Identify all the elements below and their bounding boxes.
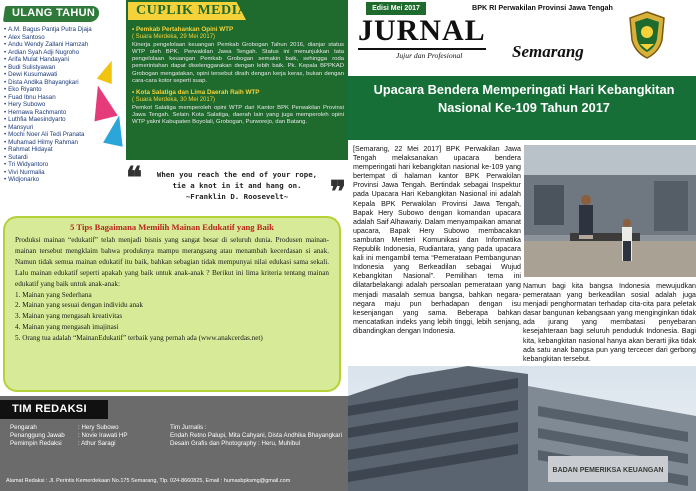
birthday-name: • Andu Wendy Zallani Hamzah bbox=[4, 41, 89, 48]
birthday-name: • A.M. Bagus Pantja Putra Djaja bbox=[4, 26, 92, 33]
cuplik-item-headline: • Kota Salatiga dan Lima Daerah Raih WTP bbox=[132, 89, 260, 97]
headline-banner bbox=[346, 76, 696, 140]
article-text: Namun bagi kita bangsa Indonesia mewujudkan pemerataan yang berkeadilan sosial adalah juga menjadi penghormatan terhadap cita-cita para peletak dasar bangunan kebangsaan yang menginginkan tidak ada jurang yang membatasi penyebaran kesejahteraan bagi seluruh penduduk Indonesia. Bagi kita, kebangkitan nasional hanya akan berarti jika tidak ada satu anak bangsa pun yang tercecer dari gerbong kebangkitan tersebut. bbox=[523, 282, 696, 363]
birthday-name: • Hernawa Rachmanto bbox=[4, 108, 67, 116]
birthday-name: • Arifa Mulat Handayani bbox=[4, 56, 70, 63]
birthday-name: • Eko Riyanto bbox=[4, 86, 42, 93]
birthday-name: • Fuad Ibnu Hasan bbox=[4, 93, 56, 101]
birthday-title: ULANG TAHUN bbox=[12, 7, 96, 19]
birthday-name: • Dewi Kusumawati bbox=[4, 71, 58, 78]
birthday-section bbox=[0, 0, 122, 212]
cuplik-media-section bbox=[126, 0, 348, 160]
tips-item: 4. Mainan yang mengasah imajinasi bbox=[15, 323, 119, 332]
party-hats-icon bbox=[90, 60, 130, 155]
organization-name: BPK RI Perwakilan Provinsi Jawa Tengah bbox=[472, 3, 613, 12]
article-column-2 bbox=[523, 282, 696, 364]
cuplik-item bbox=[132, 26, 344, 85]
tips-item: 1. Mainan yang Sederhana bbox=[15, 290, 92, 299]
birthday-name: • Ardian Syah Adji Nugroho bbox=[4, 48, 80, 56]
tips-box bbox=[3, 216, 341, 392]
birthday-name: • Sutardi bbox=[4, 153, 28, 161]
tips-item: 3. Mainan yang mengasah kreativitas bbox=[15, 312, 123, 321]
tips-title: 5 Tips Bagaimana Memilih Mainan Edukatif yang Baik bbox=[70, 222, 274, 232]
birthday-list bbox=[4, 26, 92, 184]
ceremony-photo bbox=[524, 145, 696, 277]
birthday-name: • Mochi Noer Ali Tedi Pranata bbox=[4, 131, 85, 138]
article-text: [Semarang, 22 Mei 2017] BPK Perwakilan Jawa Tengah melaksanakan upacara bendera memperingati hari kebangkitan nasional ke-109 yang bertempat di halaman kantor BPK Perwakilan Provinsi Jawa Tengah. Bertindak sebagai Inspektur pada Upacara Hari Kebangkitan Nasional ini adalah Kepala BPK Perwakilan Provinsi Jawa Tengah, Bapak Hery Subowo dengan komandan upacara adalah Saif Alhawariy. Dalam menyampaikan amanat upacara, Bapak Hery Subowo membacakan sambutan Menteri Komunikasi dan Informatika Republik Indonesia, Rudiantara, yang pada upacara kali ini mengambil tema “Pemerataan Pembangunan Indonesia yang Berkeadilan sebagai Wujud Kebangkitan Nasional”. Pemilihan tema ini dilatarbelakangi adalah persoalan pemerataan yang menjadi masalah semua bangsa, bahkan negara-negara maju pun berhadapan dengan isu kesenjangan yang sama. Beberapa bahkan mencatatkan indeks yang lebih tinggi, lebih senjang, dibandingkan dengan Indonesia. bbox=[353, 145, 521, 335]
masthead-city: Semarang bbox=[512, 42, 584, 61]
headline-title: Upacara Bendera Memperingati Hari Kebangkitan Nasional Ke-109 Tahun 2017 bbox=[373, 82, 675, 115]
birthday-name: • Hery Subowo bbox=[4, 101, 46, 108]
birthday-name: • Rahmat Hidayat bbox=[4, 146, 53, 153]
close-quote-icon: ❞ bbox=[329, 176, 346, 209]
article-column-1 bbox=[353, 145, 521, 336]
building-sign: BADAN PEMERIKSA KEUANGAN bbox=[552, 467, 664, 474]
cuplik-media-title: CUPLIK MEDIA bbox=[136, 3, 249, 18]
open-quote-icon: ❝ bbox=[126, 162, 143, 195]
birthday-title-bar bbox=[4, 4, 114, 24]
journalist-team: Tim Jurnalis : Endah Retno Palupi, Mita Cahyani, Dista Andhika Bhayangkari Desain Grafis dan Photography : Heru, Muhibul bbox=[170, 424, 342, 447]
birthday-name: • Mansyuri bbox=[4, 123, 34, 131]
editorial-team-title: TIM REDAKSI bbox=[12, 403, 87, 415]
birthday-name: • Widjonarko bbox=[4, 176, 40, 183]
birthday-name: • Dista Andika Bhayangkari bbox=[4, 78, 79, 86]
birthday-name: • Muhamad Hilmy Rahman bbox=[4, 138, 78, 146]
cuplik-item-text: Pemkot Salatiga memperoleh opini WTP dari Kantor BPK Perwakilan Provinsi Jawa Tengah. Selain Kota Salatiga, daerah lain yang juga memperoleh opini WTP yakni Kabupaten Boyolali, Grobogan, Purworejo, dan Batang. bbox=[132, 104, 344, 126]
birthday-name: • Luthfia Maesindyarto bbox=[4, 116, 66, 123]
quote-line: When you reach the end of your rope, bbox=[156, 170, 318, 179]
editorial-team-section bbox=[0, 396, 348, 491]
bpk-logo-icon bbox=[626, 10, 668, 60]
tips-item: 2. Mainan yang sesuai dengan individu anak bbox=[15, 301, 143, 310]
tips-intro: Produksi mainan “edukatif” telah menjadi bisnis yang sangat besar di seluruh dunia. Produsen mainan-mainan tersebut mengklaim bahwa produknya mampu merangsang atau menambah kecerdasan si anak. Namun tidak semua mainan edukatif itu baik, bahkan sebagian tidak mempunyai nilai edukasi sama sekali. Lalu mainan edukatif seperti apakah yang baik untuk anak-anak ? Berikut ini lima kriteria tentang mainan edukatif yang baik untuk anak-anak: bbox=[15, 236, 329, 288]
masthead bbox=[352, 0, 696, 75]
cuplik-item bbox=[132, 89, 344, 126]
quote-line: tie a knot in it and hang on. bbox=[172, 181, 302, 190]
quote-block bbox=[124, 162, 350, 208]
cuplik-item-headline: • Pemkab Pertahankan Opini WTP bbox=[132, 26, 234, 33]
masthead-title: JURNAL bbox=[358, 14, 486, 47]
editorial-roles: Pengarah : Hery Subowo Penanggung Jawab : Novie Irawati HP Pemimpin Redaksi : Athur Saragi bbox=[10, 424, 128, 447]
cuplik-item-source: ( Suara Merdeka, 29 Mei 2017) bbox=[132, 34, 216, 40]
quote-author: ~Franklin D. Roosevelt~ bbox=[185, 192, 289, 201]
edition-badge: Edisi Mei 2017 bbox=[366, 2, 426, 15]
cuplik-item-text: Kinerja pengelolaan keuangan Pemkab Grobogan Tahun 2016, dianjar status WTP oleh BPK. Perwakilan Jawa Tengah. Status ini menunjukkan tata pengelolaan keuangan Pemkab Grobogan semakin baik, sehingga roda pemerintahan dapat diselenggarakan dengan lebih baik. Pk. Kepala BPPKAD Grobogan mengatakan, opini tersebut diraih dengan kerja keras, bukan dengan cara-cara kotor seperti suap. bbox=[132, 41, 344, 84]
birthday-name: • Budi Sulistyawan bbox=[4, 63, 56, 71]
masthead-tagline: Jujur dan Profesional bbox=[396, 51, 463, 60]
birthday-name: • Tri Widyantoro bbox=[4, 161, 49, 168]
tips-item: 5. Orang tua adalah “MainanEdukatif” terbaik yang pernah ada (www.anakcerdas.net) bbox=[15, 334, 263, 343]
cuplik-item-source: ( Suara Merdeka, 30 Mei 2017) bbox=[132, 97, 216, 104]
birthday-name: • Alex Santoso bbox=[4, 33, 45, 41]
birthday-name: • Vivi Nurmalia bbox=[4, 168, 45, 176]
office-building-photo bbox=[348, 366, 696, 491]
editorial-address: Alamat Redaksi : Jl. Perintis Kemerdekaan No.175 Semarang, Tlp. 024-8660825, Email : humasbpksmg@gmail.com bbox=[6, 478, 291, 484]
